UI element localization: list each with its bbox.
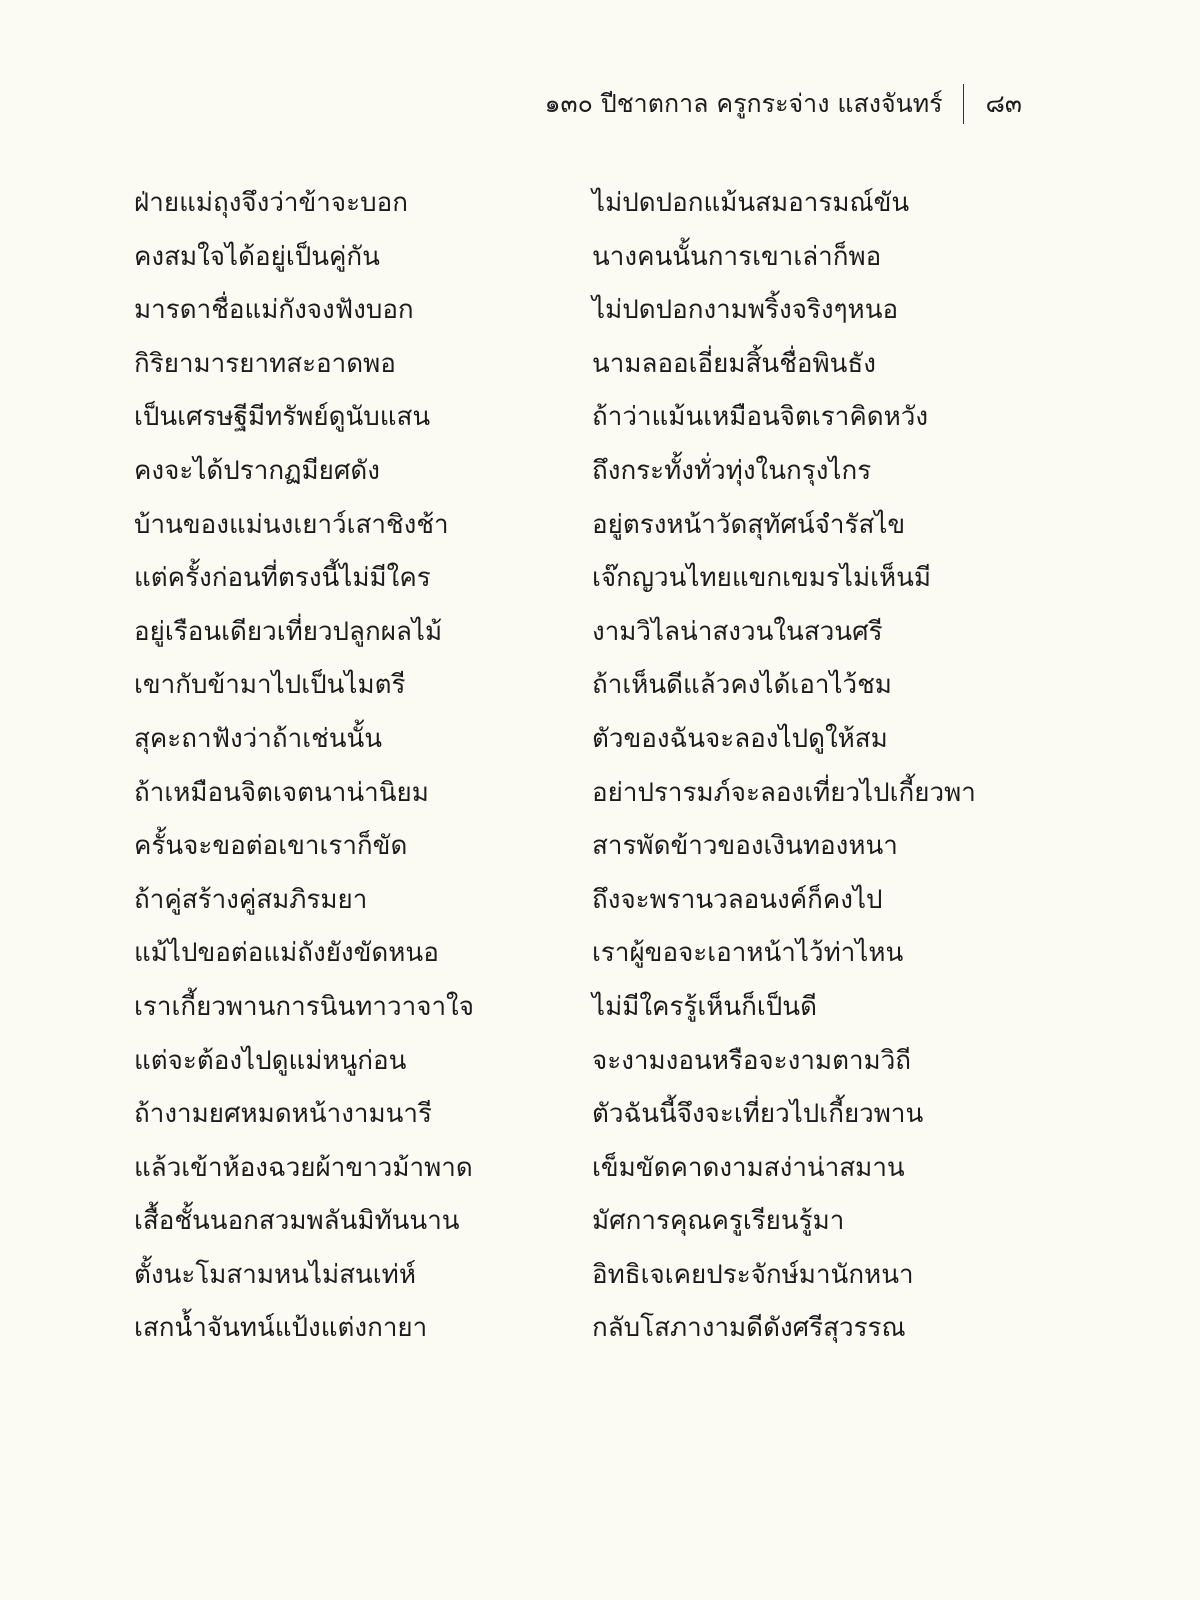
page-number: ๘๓ <box>985 89 1022 118</box>
verse-line-left: เขากับข้ามาไปเป็นไมตรี <box>134 670 406 701</box>
verse-row <box>134 182 1034 236</box>
verse-line-right: เจ๊กญวนไทยแขกเขมรไม่เห็นมี <box>592 563 932 594</box>
verse-line-left: ฝ่ายแม่ถุงจึงว่าข้าจะบอก <box>134 188 408 218</box>
verse-line-left: อยู่เรือนเดียวเที่ยวปลูกผลไม้ <box>134 616 443 647</box>
verse-line-right: ตัวฉันนี้จึงจะเที่ยวไปเกี้ยวพาน <box>592 1099 924 1130</box>
verse-line-left: สุคะถาฟังว่าถ้าเช่นนั้น <box>134 723 383 754</box>
verse-line-right: ไม่มีใครรู้เห็นก็เป็นดี <box>592 991 817 1022</box>
verse-line-left: แม้ไปขอต่อแม่ถังยังขัดหนอ <box>134 938 439 969</box>
verse-line-right: ถึงกระทั้งทั่วทุ่งในกรุงไกร <box>592 455 872 486</box>
verse-row <box>134 718 1034 772</box>
verse-line-left: กิริยามารยาทสะอาดพอ <box>134 348 396 379</box>
verse-row <box>134 932 1034 986</box>
verse-line-left: บ้านของแม่นงเยาว์เสาชิงช้า <box>134 509 449 540</box>
verse-line-left: มารดาชื่อแม่กังจงฟังบอก <box>134 295 414 326</box>
verse-line-left: แต่จะต้องไปดูแม่หนูก่อน <box>134 1045 407 1076</box>
verse-line-right: สารพัดข้าวของเงินทองหนา <box>592 831 898 862</box>
verse-line-right: งามวิไลน่าสงวนในสวนศรี <box>592 616 883 647</box>
poem-body <box>134 182 1034 1361</box>
verse-line-right: ไม่ปดปอกแม้นสมอารมณ์ขัน <box>592 188 910 218</box>
verse-line-right: ถ้าว่าแม้นเหมือนจิตเราคิดหวัง <box>592 402 929 433</box>
verse-row <box>134 1040 1034 1094</box>
verse-line-left: ถ้างามยศหมดหน้างามนารี <box>134 1099 432 1130</box>
verse-row <box>134 1147 1034 1201</box>
verse-line-left: เสกน้ำจันทน์แป้งแต่งกายา <box>134 1313 428 1344</box>
verse-line-left: แล้วเข้าห้องฉวยผ้าขาวม้าพาด <box>134 1152 473 1183</box>
verse-line-left: ถ้าเหมือนจิตเจตนาน่านิยม <box>134 777 429 808</box>
verse-line-right: อิทธิเจเคยประจักษ์มานักหนา <box>592 1259 914 1290</box>
verse-row <box>134 236 1034 290</box>
verse-line-left: ตั้งนะโมสามหนไม่สนเท่ห์ <box>134 1259 416 1290</box>
verse-line-left: ครั้นจะขอต่อเขาเราก็ขัด <box>134 831 408 862</box>
verse-line-right: เราผู้ขอจะเอาหน้าไว้ท่าไหน <box>592 938 904 969</box>
verse-line-left: แต่ครั้งก่อนที่ตรงนี้ไม่มีใคร <box>134 563 431 594</box>
verse-row <box>134 1200 1034 1254</box>
verse-row <box>134 879 1034 933</box>
running-header <box>545 84 1022 124</box>
verse-row <box>134 986 1034 1040</box>
verse-line-right: เข็มขัดคาดงามสง่าน่าสมาน <box>592 1152 905 1183</box>
verse-line-right: ถึงจะพรานวลอนงค์ก็คงไป <box>592 884 883 915</box>
verse-line-left: เราเกี้ยวพานการนินทาวาจาใจ <box>134 991 474 1022</box>
verse-row <box>134 1307 1034 1361</box>
verse-row <box>134 1254 1034 1308</box>
verse-line-left: คงสมใจได้อยู่เป็นคู่กัน <box>134 241 380 272</box>
verse-row <box>134 611 1034 665</box>
verse-row <box>134 289 1034 343</box>
verse-line-right: กลับโสภางามดีดังศรีสุวรรณ <box>592 1313 906 1344</box>
verse-line-right: ไม่ปดปอกงามพริ้งจริงๆหนอ <box>592 295 899 326</box>
verse-row <box>134 1093 1034 1147</box>
verse-line-right: อย่าปรารมภ์จะลองเที่ยวไปเกี้ยวพา <box>592 777 976 808</box>
verse-line-left: เสื้อชั้นนอกสวมพลันมิทันนาน <box>134 1206 460 1237</box>
verse-row <box>134 825 1034 879</box>
verse-line-right: นางคนนั้นการเขาเล่าก็พอ <box>592 241 882 272</box>
verse-row <box>134 504 1034 558</box>
verse-line-left: คงจะได้ปรากฏมียศดัง <box>134 455 380 486</box>
verse-row <box>134 343 1034 397</box>
header-title: ๑๓๐ ปีชาตกาล ครูกระจ่าง แสงจันทร์ <box>544 89 943 118</box>
verse-line-right: นามลออเอี่ยมสิ้นชื่อพินธัง <box>592 348 876 379</box>
verse-line-right: ถ้าเห็นดีแล้วคงได้เอาไว้ชม <box>592 670 892 701</box>
verse-row <box>134 396 1034 450</box>
verse-row <box>134 557 1034 611</box>
verse-row <box>134 664 1034 718</box>
verse-line-left: ถ้าคู่สร้างคู่สมภิรมยา <box>134 884 368 915</box>
verse-line-right: จะงามงอนหรือจะงามตามวิถี <box>592 1045 912 1076</box>
verse-line-right: มัศการคุณครูเรียนรู้มา <box>592 1206 845 1237</box>
verse-row <box>134 772 1034 826</box>
verse-line-right: ตัวของฉันจะลองไปดูให้สม <box>592 723 888 754</box>
verse-line-right: อยู่ตรงหน้าวัดสุทัศน์จำรัสไข <box>592 509 906 540</box>
verse-row <box>134 450 1034 504</box>
verse-line-left: เป็นเศรษฐีมีทรัพย์ดูนับแสน <box>134 402 431 433</box>
